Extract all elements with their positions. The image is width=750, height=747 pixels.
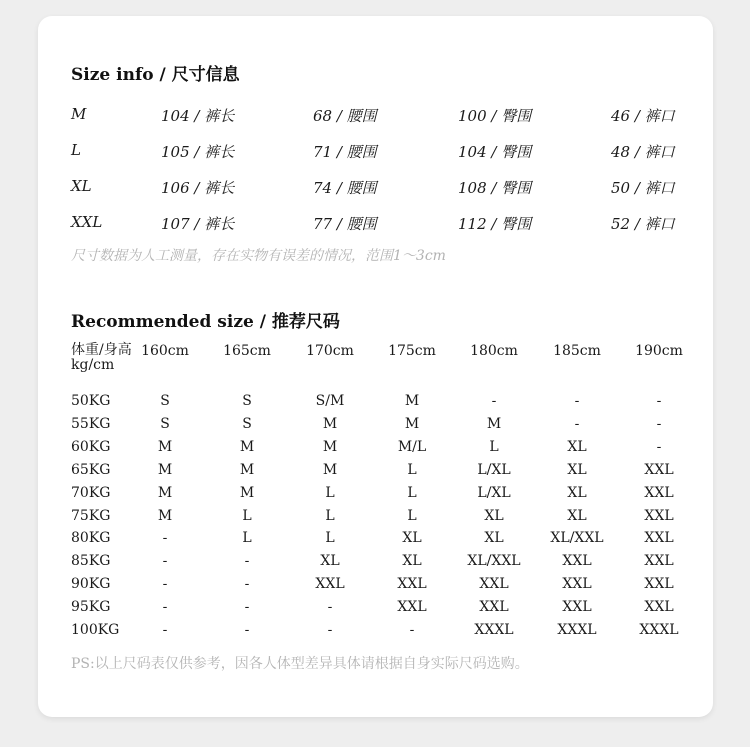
weight-label: 100KG [71,622,120,638]
corner-label-weight-height: 体重/身高 [71,342,132,358]
weight-label: 95KG [71,599,111,616]
size-cell: L [325,507,335,524]
weight-label: 75KG [71,507,111,524]
size-cell: XL [484,530,504,547]
size-measurement: 108 / 臀围 [458,179,532,197]
weight-label: 60KG [71,438,111,455]
size-cell: XXL [644,530,674,547]
size-cell: L [407,507,417,524]
size-info-title: Size info / 尺寸信息 [71,65,240,85]
size-row [38,177,713,197]
size-measurement: 112 / 臀围 [458,215,532,233]
table-row [38,416,713,436]
size-cell: M [404,393,420,409]
table-row [38,599,713,619]
size-cell: - [162,622,168,638]
size-cell: - [327,599,333,616]
size-cell: XL [567,507,587,524]
size-cell: XL [484,507,504,524]
size-cell: XL/XXL [550,530,604,547]
size-cell: XXL [562,553,592,570]
size-measurement: 52 / 裤口 [611,215,675,233]
size-cell: S [242,393,252,409]
size-cell: XXL [644,576,674,593]
size-cell: XXL [397,576,427,593]
size-row [38,105,713,125]
table-row [38,530,713,550]
size-cell: S/M [315,393,345,409]
size-cell: - [244,599,250,616]
size-cell: M [239,438,255,455]
weight-label: 65KG [71,461,111,478]
table-row [38,576,713,596]
size-cell: - [162,576,168,593]
table-row [38,439,713,459]
table-row [38,553,713,573]
size-cell: L/XL [477,484,511,501]
size-row [38,141,713,161]
height-header: 170cm [306,343,354,359]
size-cell: - [491,393,497,409]
size-cell: M/L [397,438,427,455]
size-cell: M [404,415,420,432]
size-cell: - [162,599,168,616]
size-measurement: 48 / 裤口 [611,143,675,161]
size-measurement: 100 / 臀围 [458,107,532,125]
size-cell: XXL [397,599,427,616]
size-label: M [71,105,87,123]
size-cell: - [656,438,662,455]
size-measurement: 74 / 腰围 [313,179,377,197]
size-cell: M [239,484,255,501]
size-cell: - [656,415,662,432]
size-cell: XXXL [557,622,597,638]
table-row [38,393,713,413]
size-cell: - [409,622,415,638]
size-cell: L [407,461,417,478]
height-header: 180cm [470,343,518,359]
size-cell: L [325,484,335,501]
size-measurement: 104 / 裤长 [161,107,235,125]
height-header: 185cm [553,343,601,359]
weight-label: 85KG [71,553,111,570]
size-measurement: 46 / 裤口 [611,107,675,125]
weight-label: 90KG [71,576,111,593]
size-measurement: 50 / 裤口 [611,179,675,197]
size-cell: M [322,415,338,432]
size-cell: L [407,484,417,501]
size-measurement: 104 / 臀围 [458,143,532,161]
size-cell: XL [320,553,340,570]
size-cell: L [242,530,252,547]
size-cell: M [239,461,255,478]
reference-note: PS:以上尺码表仅供参考，因各人体型差异具体请根据自身实际尺码选购。 [71,656,529,672]
size-cell: XXL [644,599,674,616]
height-header: 160cm [141,343,189,359]
table-row [38,462,713,482]
size-cell: XXL [644,553,674,570]
measurement-note: 尺寸数据为人工测量，存在实物有误差的情况，范围1～3cm [71,248,446,264]
recommended-table-header [38,343,713,379]
size-cell: S [160,415,170,432]
size-cell: M [322,438,338,455]
size-cell: M [486,415,502,432]
size-cell: - [656,393,662,409]
size-cell: - [327,622,333,638]
size-cell: M [157,507,173,524]
size-cell: XXL [644,461,674,478]
size-measurement: 77 / 腰围 [313,215,377,233]
size-cell: M [157,438,173,455]
weight-label: 80KG [71,530,111,547]
size-cell: L [242,507,252,524]
table-corner-label [71,343,132,373]
size-cell: - [162,530,168,547]
size-label: XXL [71,213,103,231]
weight-label: 50KG [71,393,111,409]
size-cell: M [157,484,173,501]
size-cell: XXL [479,576,509,593]
size-cell: XL [567,438,587,455]
height-header: 190cm [635,343,683,359]
size-measurement: 107 / 裤长 [161,215,235,233]
size-cell: XXXL [474,622,514,638]
size-cell: XL [402,530,422,547]
size-cell: S [242,415,252,432]
recommended-size-title: Recommended size / 推荐尺码 [71,312,340,332]
weight-label: 70KG [71,484,111,501]
size-measurement: 71 / 腰围 [313,143,377,161]
size-row [38,213,713,233]
size-cell: S [160,393,170,409]
size-cell: XL [567,484,587,501]
size-cell: XXL [644,484,674,501]
table-row [38,622,713,642]
size-cell: - [574,415,580,432]
size-label: XL [71,177,92,195]
height-header: 165cm [223,343,271,359]
size-cell: XXL [562,599,592,616]
weight-label: 55KG [71,415,111,432]
size-cell: XXL [479,599,509,616]
size-cell: XL/XXL [467,553,521,570]
size-measurement: 68 / 腰围 [313,107,377,125]
size-cell: XXL [644,507,674,524]
size-cell: - [244,622,250,638]
size-cell: XXL [315,576,345,593]
size-cell: M [322,461,338,478]
size-cell: L [489,438,499,455]
height-header: 175cm [388,343,436,359]
size-cell: XXL [562,576,592,593]
corner-label-units: kg/cm [71,357,115,373]
size-cell: XL [402,553,422,570]
size-chart-card [38,16,713,717]
size-cell: XL [567,461,587,478]
size-cell: L/XL [477,461,511,478]
size-cell: XXXL [639,622,679,638]
table-row [38,485,713,505]
size-measurement: 106 / 裤长 [161,179,235,197]
size-cell: L [325,530,335,547]
size-cell: - [244,576,250,593]
size-cell: M [157,461,173,478]
size-cell: - [574,393,580,409]
size-cell: - [162,553,168,570]
size-measurement: 105 / 裤长 [161,143,235,161]
table-row [38,508,713,528]
size-cell: - [244,553,250,570]
size-label: L [71,141,81,159]
